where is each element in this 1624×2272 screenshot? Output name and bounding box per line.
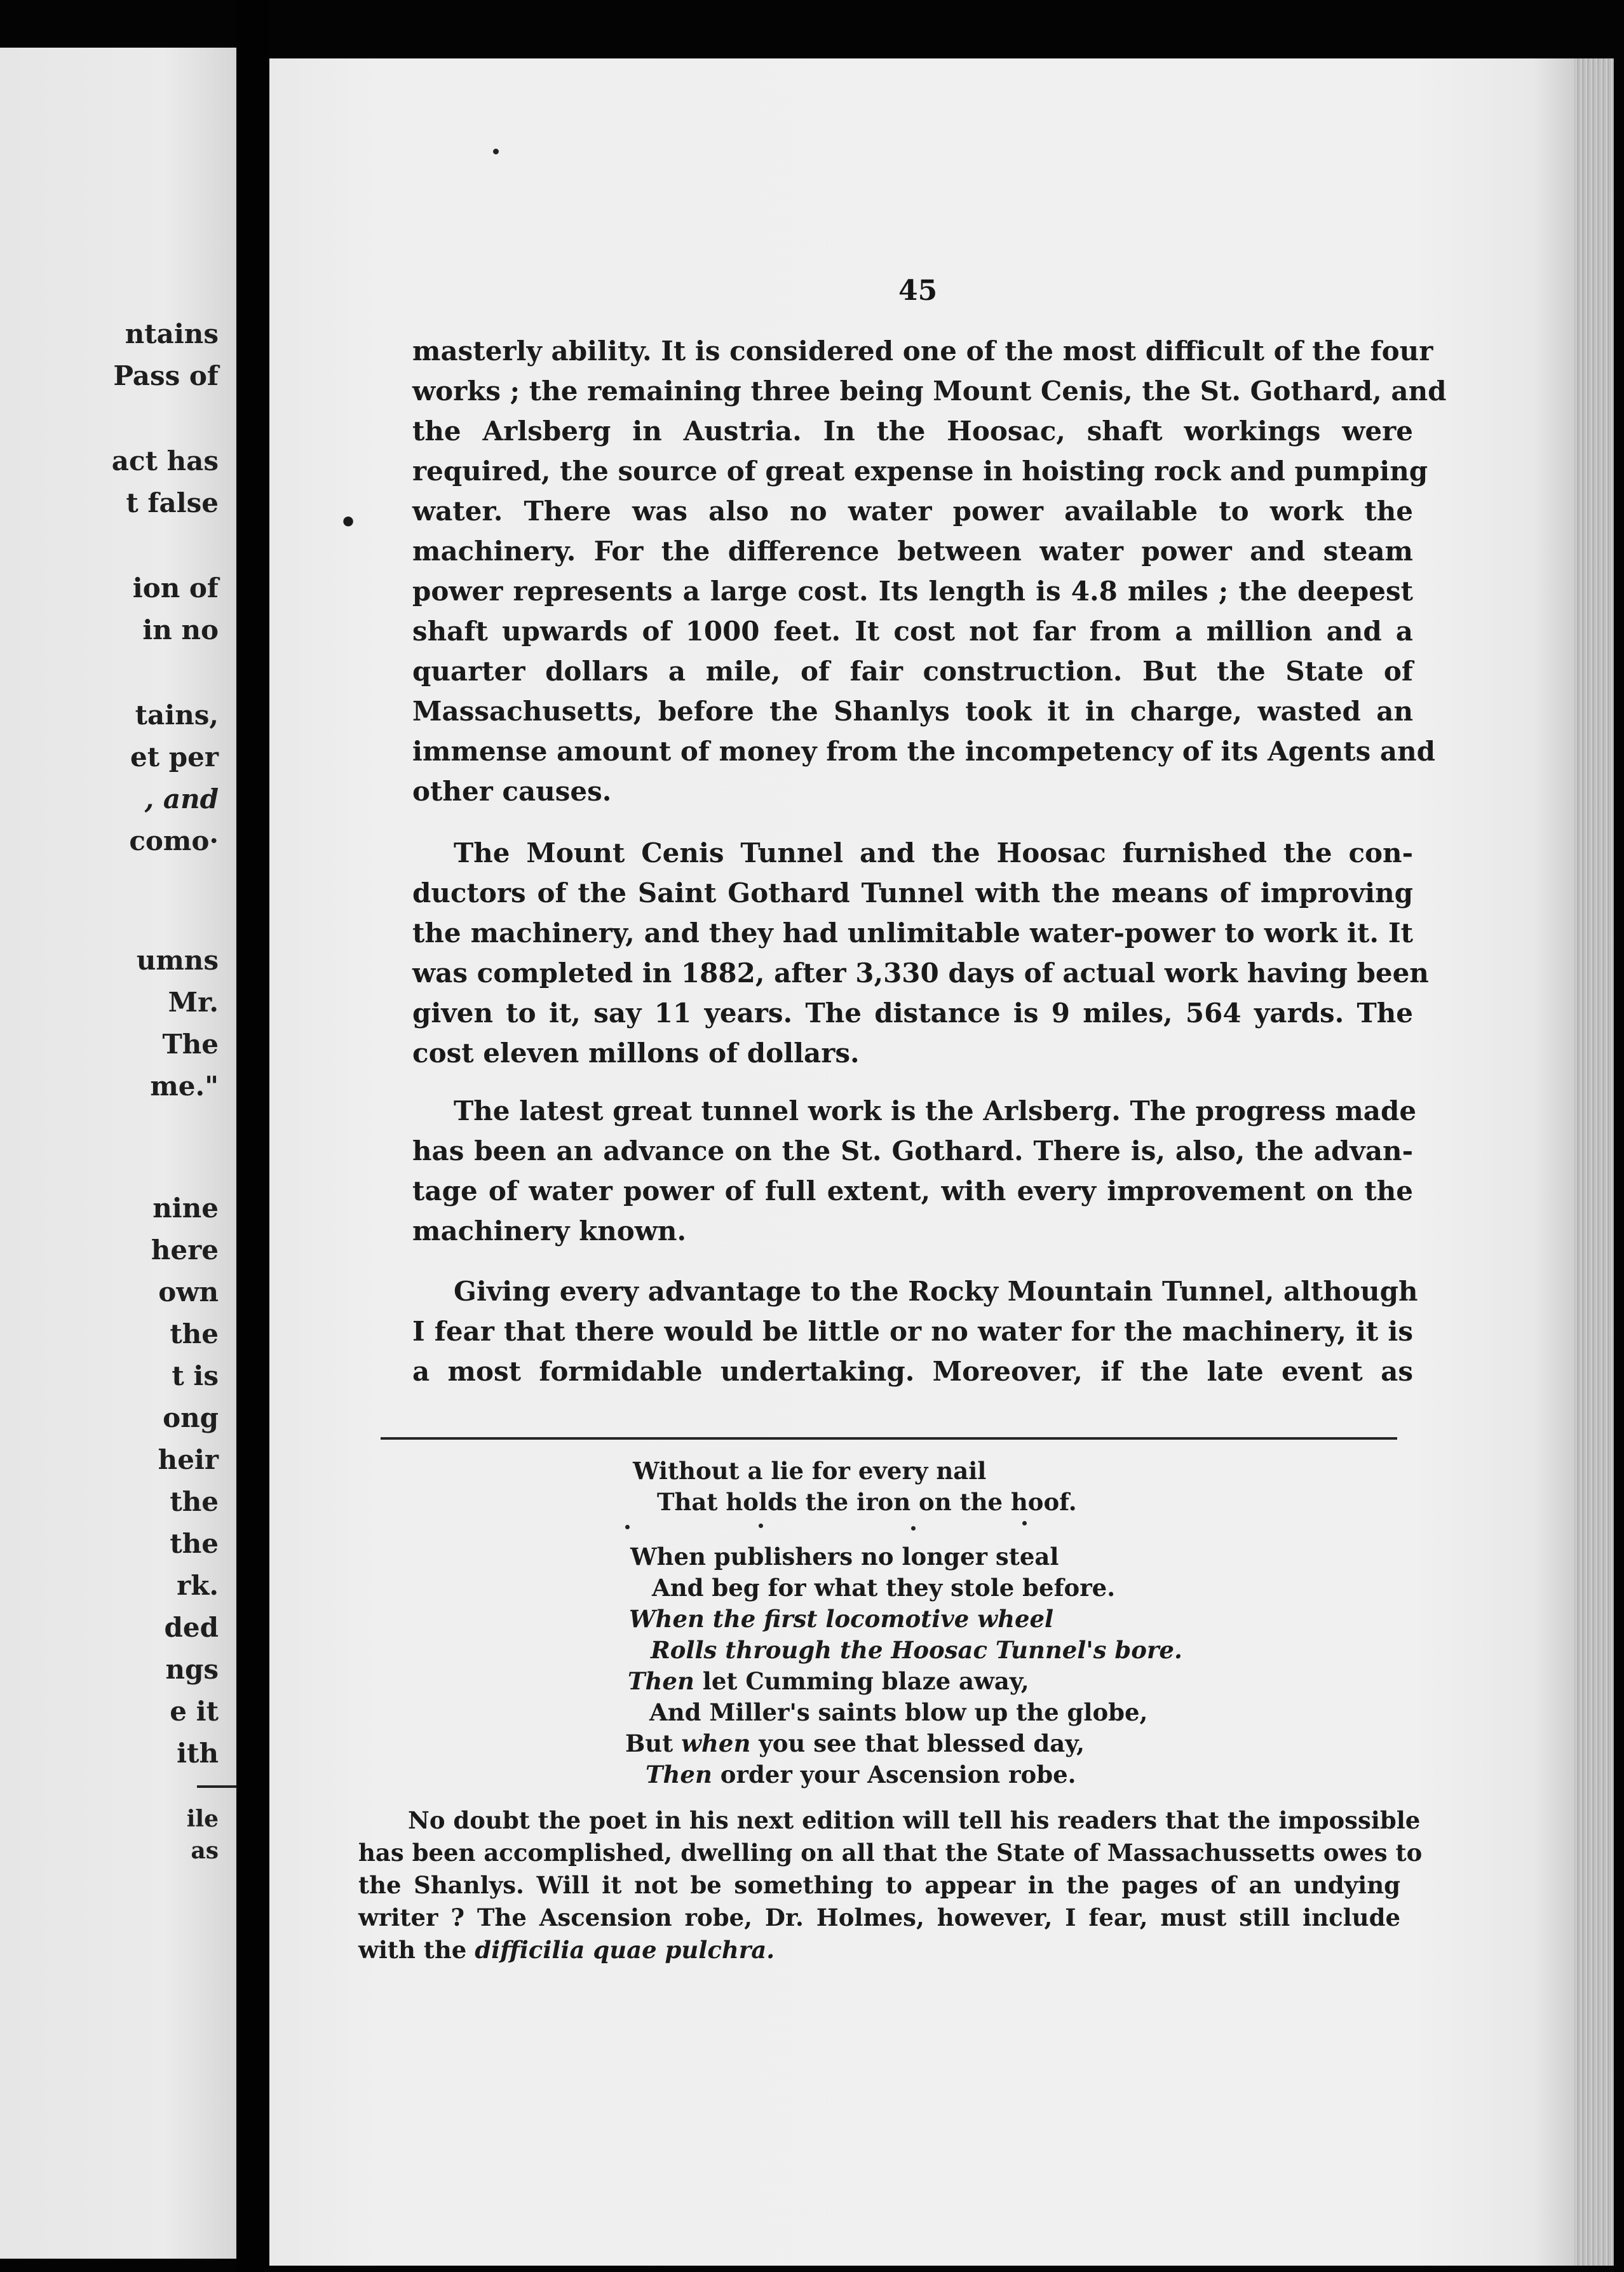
body-line: shaft upwards of 1000 feet. It cost not far from a million and a bbox=[412, 616, 1413, 647]
poem-line: And beg for what they stole before. bbox=[652, 1574, 1116, 1602]
footnote-latin-phrase: difficilia quae pulchra. bbox=[475, 1936, 775, 1964]
left-facing-page bbox=[0, 48, 236, 2259]
poem-line: When the first locomotive wheel bbox=[629, 1605, 1054, 1633]
left-fragment: the bbox=[170, 1486, 219, 1517]
left-fragment: t false bbox=[126, 487, 219, 518]
left-fragment: me." bbox=[150, 1071, 219, 1102]
poem-word: when bbox=[681, 1729, 751, 1757]
left-fragment: the bbox=[170, 1528, 219, 1559]
poem-line: Rolls through the Hoosac Tunnel's bore. bbox=[651, 1636, 1182, 1664]
body-line: the machinery, and they had unlimitable water-power to work it. It bbox=[412, 917, 1413, 949]
body-line: Massachusetts, before the Shanlys took it in charge, wasted an bbox=[412, 696, 1413, 727]
ink-speck bbox=[1022, 1521, 1027, 1525]
poem-line bbox=[628, 1667, 1029, 1695]
left-fragment: heir bbox=[158, 1444, 219, 1475]
poem-text: order your Ascension robe. bbox=[712, 1761, 1076, 1789]
body-line: the Arlsberg in Austria. In the Hoosac, shaft workings were bbox=[412, 416, 1413, 447]
body-line: The Mount Cenis Tunnel and the Hoosac furnished the con- bbox=[454, 837, 1413, 869]
left-fragment: the bbox=[170, 1318, 219, 1349]
left-fragment: Pass of bbox=[113, 360, 219, 391]
left-fragment: The bbox=[162, 1029, 219, 1060]
body-line: has been an advance on the St. Gothard. There is, also, the advan- bbox=[412, 1135, 1413, 1166]
body-line: I fear that there would be little or no water for the machinery, it is bbox=[412, 1316, 1413, 1347]
ink-speck bbox=[625, 1525, 630, 1529]
body-line: cost eleven millons of dollars. bbox=[412, 1038, 860, 1069]
poem-word: Then bbox=[646, 1761, 712, 1789]
body-line: The latest great tunnel work is the Arlsberg. The progress made bbox=[454, 1095, 1417, 1126]
left-footnote-rule bbox=[197, 1785, 236, 1788]
page-edge-stack bbox=[1574, 58, 1614, 2266]
body-line: ductors of the Saint Gothard Tunnel with the means of improving bbox=[412, 877, 1413, 909]
left-fragment: ith bbox=[177, 1738, 219, 1769]
left-fragment: ion of bbox=[132, 572, 219, 604]
left-fragment: ded bbox=[164, 1612, 219, 1643]
left-fragment: e it bbox=[170, 1696, 219, 1727]
footnote-line: No doubt the poet in his next edition will tell his readers that the impossible bbox=[408, 1806, 1421, 1834]
poem-line bbox=[646, 1763, 1076, 1787]
footnote-line: has been accomplished, dwelling on all that the State of Massachussetts owes to bbox=[358, 1839, 1423, 1867]
left-fragment: ntains bbox=[125, 318, 219, 349]
ink-speck bbox=[911, 1526, 916, 1531]
left-fragment: in no bbox=[142, 614, 219, 646]
body-line: machinery known. bbox=[412, 1215, 687, 1247]
book-gutter bbox=[236, 0, 269, 2272]
body-line: power represents a large cost. Its length is 4.8 miles ; the deepest bbox=[412, 576, 1413, 607]
poem-line: Without a lie for every nail bbox=[633, 1457, 987, 1485]
body-line: Giving every advantage to the Rocky Mountain Tunnel, although bbox=[454, 1276, 1418, 1307]
footnote-line: the Shanlys. Will it not be something to appear in the pages of an undying bbox=[358, 1871, 1400, 1899]
left-fragment: nine bbox=[152, 1193, 219, 1224]
left-fragment: tains, bbox=[135, 700, 219, 731]
poem-word: Then bbox=[628, 1667, 694, 1695]
book-page bbox=[269, 58, 1614, 2266]
left-fragment: ong bbox=[163, 1402, 219, 1433]
ink-speck bbox=[759, 1524, 763, 1528]
ink-speck bbox=[493, 149, 499, 154]
body-line: was completed in 1882, after 3,330 days of actual work having been bbox=[412, 957, 1429, 989]
poem-line bbox=[625, 1729, 1085, 1757]
body-line: machinery. For the difference between water power and steam bbox=[412, 536, 1413, 567]
left-fragment: umns bbox=[136, 945, 219, 976]
left-fragment: et per bbox=[130, 741, 219, 773]
body-line: required, the source of great expense in hoisting rock and pumping bbox=[412, 456, 1428, 487]
margin-mark: • bbox=[339, 506, 358, 539]
body-line: works ; the remaining three being Mount Cenis, the St. Gothard, and bbox=[412, 375, 1447, 407]
body-line: tage of water power of full extent, with every improvement on the bbox=[412, 1175, 1413, 1207]
body-line: a most formidable undertaking. Moreover, if the late event as bbox=[412, 1356, 1413, 1387]
left-fragment: t is bbox=[172, 1360, 219, 1391]
poem-text: you see that blessed day, bbox=[750, 1729, 1085, 1757]
poem-text: let Cumming blaze away, bbox=[694, 1667, 1029, 1695]
poem-line: And Miller's saints blow up the globe, bbox=[649, 1698, 1148, 1726]
footnote-text: with the bbox=[358, 1936, 475, 1964]
body-line: given to it, say 11 years. The distance is 9 miles, 564 yards. The bbox=[412, 997, 1413, 1029]
poem-line: When publishers no longer steal bbox=[630, 1543, 1059, 1571]
left-fragment: ngs bbox=[165, 1654, 219, 1685]
poem-text: But bbox=[625, 1729, 682, 1757]
body-line: immense amount of money from the incompetency of its Agents and bbox=[412, 736, 1436, 767]
body-line: other causes. bbox=[412, 776, 612, 807]
left-fragment: ile bbox=[186, 1806, 219, 1832]
footnote-rule bbox=[381, 1437, 1397, 1440]
body-line: masterly ability. It is considered one of the most difficult of the four bbox=[412, 335, 1433, 367]
left-fragment: como· bbox=[129, 825, 219, 856]
poem-line: That holds the iron on the hoof. bbox=[657, 1488, 1077, 1516]
left-fragment: own bbox=[158, 1276, 219, 1308]
left-fragment: , and bbox=[144, 783, 219, 815]
left-fragment: as bbox=[191, 1837, 219, 1864]
left-fragment: rk. bbox=[177, 1570, 219, 1601]
left-fragment: Mr. bbox=[168, 987, 219, 1018]
left-fragment: here bbox=[151, 1234, 219, 1266]
footnote-line bbox=[358, 1938, 1400, 1962]
footnote-line: writer ? The Ascension robe, Dr. Holmes, however, I fear, must still include bbox=[358, 1903, 1400, 1931]
body-line: quarter dollars a mile, of fair construction. But the State of bbox=[412, 656, 1413, 687]
page-number: 45 bbox=[898, 274, 938, 307]
body-line: water. There was also no water power available to work the bbox=[412, 496, 1413, 527]
left-fragment: act has bbox=[111, 445, 219, 477]
